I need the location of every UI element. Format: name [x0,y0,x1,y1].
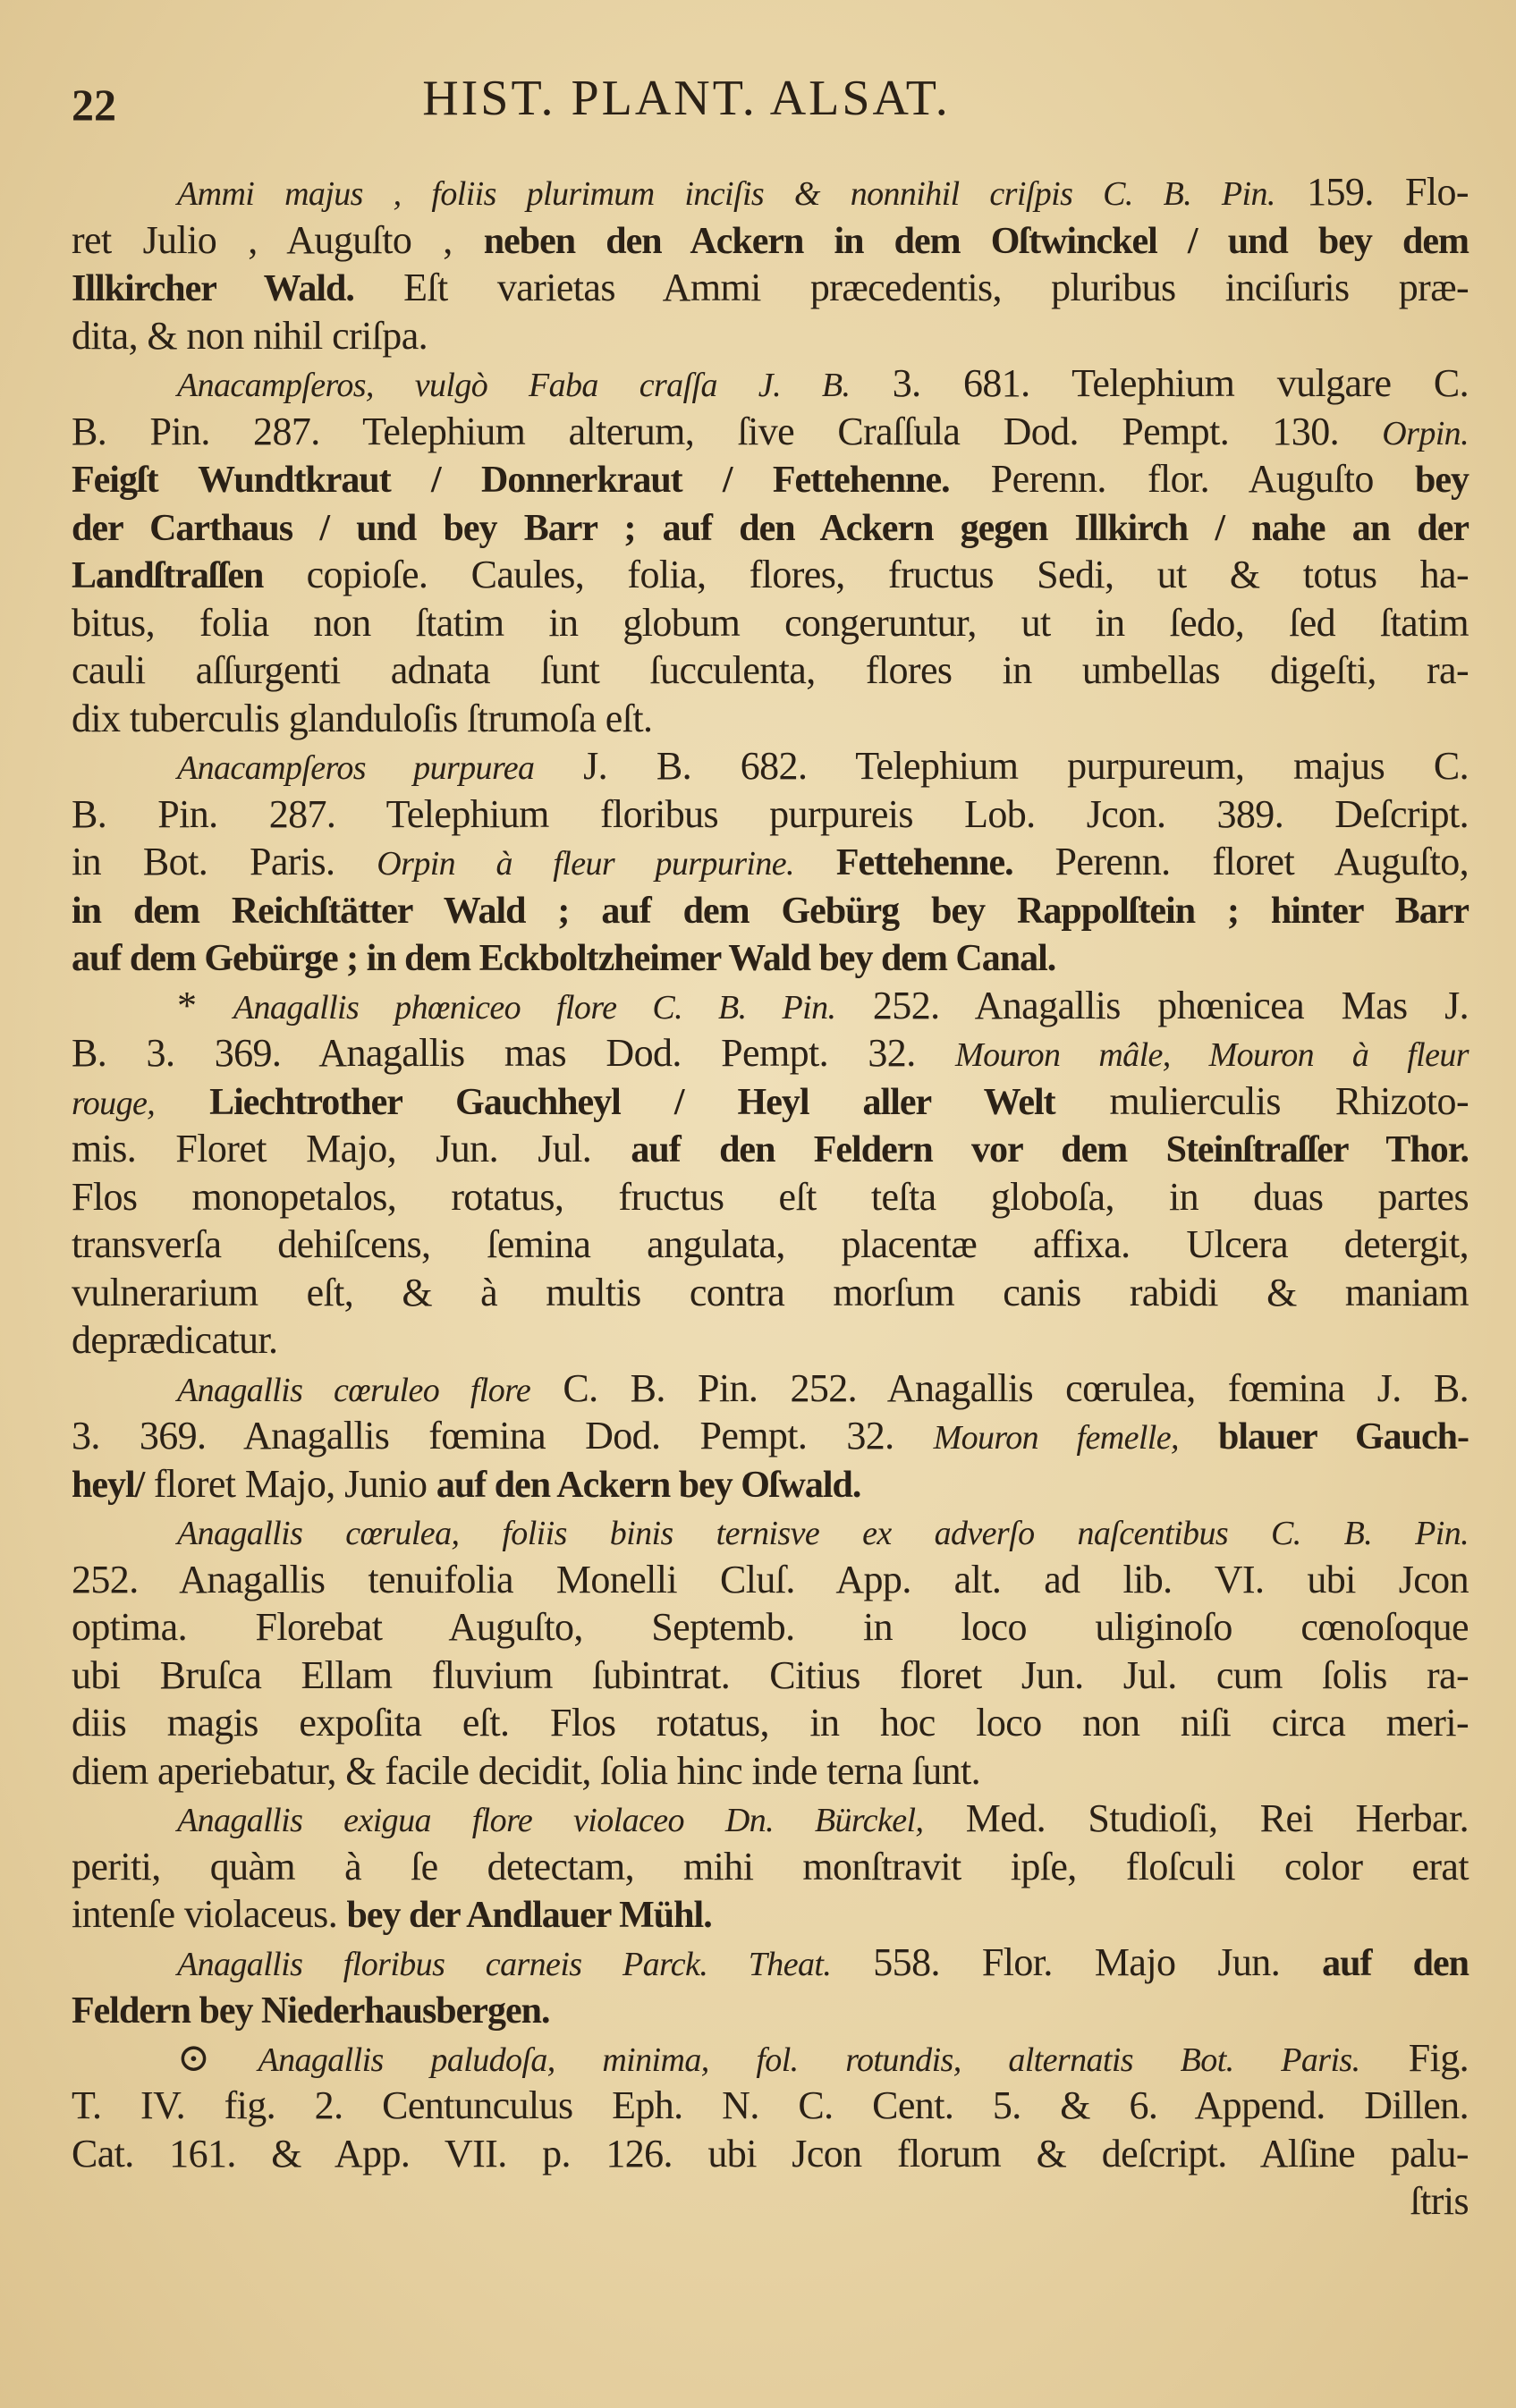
italic-text: Anacampſeros purpurea [177,749,535,787]
italic-text: Orpin à fleur purpurine. [377,845,794,883]
text-line [72,503,1469,552]
text-line [72,1508,1469,1556]
roman-text: copioſe. Caules, folia, flores, fructus Sedi, ut & totus ha- [263,553,1469,596]
roman-text: Perenn. flor. Auguſto [949,457,1415,501]
text-line [72,790,1469,839]
roman-text: 159. Flo- [1275,170,1469,214]
text-line [72,1795,1469,1843]
text-line [72,1077,1469,1126]
annual-symbol-icon: ⊙ [177,2035,258,2080]
italic-text: Mouron mâle, Mouron à fleur [955,1036,1469,1074]
roman-text: Med. Studioſi, Rei Herbar. [923,1796,1469,1840]
text-line [72,216,1469,265]
blackletter-text: Feldern bey Niederhausbergen. [72,1990,550,2032]
roman-text: T. IV. fig. 2. Centunculus Eph. N. C. Cent. 5. & 6. Append. Dillen. [72,2083,1469,2127]
roman-text: 252. Anagallis tenuifolia Monelli Cluſ. App. alt. ad lib. VI. ubi Jcon [72,1557,1469,1601]
text-line [72,1556,1469,1604]
italic-text: Orpin. [1382,414,1469,452]
roman-text: * [177,983,233,1027]
roman-text: B. 3. 369. Anagallis mas Dod. Pempt. 32. [72,1031,956,1075]
text-line [72,599,1469,647]
text-line [72,455,1469,503]
roman-text: C. B. Pin. 252. Anagallis cœrulea, fœmina J. B. [530,1365,1469,1410]
text-line [72,1221,1469,1269]
roman-text: dita, & non nihil criſpa. [72,313,428,358]
roman-text: optima. Florebat Auguſto, Septemb. in loco uliginoſo cœnoſoque [72,1605,1469,1649]
roman-text: B. Pin. 287. Telephium alterum, ſive Craſſula Dod. Pempt. 130. [72,409,1383,453]
text-line [72,408,1469,456]
italic-text: Anagallis exigua flore violaceo Dn. Bürckel, [177,1802,924,1839]
text-line [72,168,1469,216]
text-line [72,1890,1469,1939]
page-body-text [72,168,1469,2226]
text-line [72,1412,1469,1460]
text-line [72,886,1469,934]
roman-text: Fig. [1359,2035,1469,2080]
italic-text: rouge, [72,1084,156,1122]
text-line [72,1029,1469,1077]
text-line [72,1125,1469,1173]
roman-text: Flos monopetalos, rotatus, fructus eſt teſta globoſa, in duas partes [72,1174,1469,1219]
blackletter-text: heyl/ [72,1464,145,1506]
running-head-title: HIST. PLANT. ALSAT. [422,71,951,126]
text-line [72,1986,1469,2034]
text-line [72,1316,1469,1365]
roman-text [794,840,836,883]
text-line [72,2130,1469,2178]
roman-text: Cat. 161. & App. VII. p. 126. ubi Jcon florum & deſcript. Alſine palu- [72,2131,1469,2176]
roman-text: 3. 369. Anagallis fœmina Dod. Pempt. 32. [72,1414,934,1457]
italic-text: Ammi majus , foliis plurimum inciſis & nonnihil criſpis C. B. Pin. [177,175,1275,213]
text-line [72,2177,1469,2226]
roman-text: ubi Bruſca Ellam fluvium ſubintrat. Citius floret Jun. Jul. cum ſolis ra- [72,1652,1469,1697]
text-line [72,1747,1469,1795]
roman-text: cauli aſſurgenti adnata ſunt ſucculenta, flores in umbellas digeſti, ra- [72,648,1469,692]
roman-text: periti, quàm à ſe detectam, mihi monſtravit ipſe, floſculi color erat [72,1844,1469,1888]
roman-text: B. Pin. 287. Telephium floribus purpureis Lob. Jcon. 389. Deſcript. [72,791,1469,836]
blackletter-text: der Carthaus / und bey Barr ; auf den Ackern gegen Illkirch / nahe an der [72,507,1469,549]
blackletter-text: auf den Feldern vor dem Steinſtraſſer Thor. [631,1129,1469,1170]
roman-text: diis magis expoſita eſt. Flos rotatus, in hoc loco non niſi circa meri- [72,1701,1469,1745]
roman-text: floret Majo, Junio [144,1461,436,1506]
text-line [72,1269,1469,1317]
blackletter-text: Feigſt Wundtkraut / Donnerkraut / Fettehenne. [72,460,950,501]
text-line [72,264,1469,312]
text-line [72,1652,1469,1700]
roman-text: mis. Floret Majo, Jun. Jul. [72,1127,631,1170]
blackletter-text: bey der Andlauer Mühl. [346,1895,712,1936]
roman-text: deprædicatur. [72,1318,278,1362]
roman-text: 3. 681. Telephium vulgare C. [850,361,1469,405]
text-line [72,2034,1469,2083]
text-line [72,312,1469,360]
roman-text: 558. Flor. Majo Jun. [831,1939,1323,1984]
text-line [72,934,1469,982]
text-line [72,1699,1469,1747]
text-line [72,2082,1469,2130]
roman-text: transverſa dehiſcens, ſemina angulata, placentæ affixa. Ulcera detergit, [72,1222,1469,1266]
text-line [72,1460,1469,1508]
roman-text: 252. Anagallis phœnicea Mas J. [835,983,1469,1027]
running-head [0,70,1516,127]
italic-text: Mouron femelle, [933,1419,1179,1457]
blackletter-text: blauer Gauch- [1217,1416,1469,1457]
italic-text: Anagallis phœniceo flore C. B. Pin. [233,988,836,1027]
page-number: 22 [72,80,116,130]
roman-text: dix tuberculis glanduloſis ſtrumoſa eſt. [72,696,653,740]
text-line [72,1603,1469,1652]
text-line [72,838,1469,886]
roman-text: mulierculis Rhizoto- [1054,1078,1469,1123]
text-line [72,1173,1469,1221]
italic-text: Anagallis paludoſa, minima, fol. rotundis, alternatis Bot. Paris. [258,2040,1360,2079]
roman-text: in Bot. Paris. [72,840,377,883]
blackletter-text: Landſtraſſen [72,555,264,596]
italic-text: Anagallis cœruleo flore [177,1371,531,1409]
roman-text: ſtris [1410,2179,1469,2223]
text-line [72,1843,1469,1891]
roman-text: ret Julio , Auguſto , [72,217,484,262]
roman-text: Eſt varietas Ammi præcedentis, pluribus inciſuris præ- [353,266,1469,309]
roman-text: J. B. 682. Telephium purpureum, majus C. [534,744,1469,788]
roman-text: vulnerarium eſt, & à multis contra morſum canis rabidi & maniam [72,1270,1469,1314]
blackletter-text: auf den Ackern bey Oſwald. [436,1464,861,1506]
blackletter-text: bey [1415,460,1469,501]
text-line [72,982,1469,1030]
blackletter-text: auf den [1322,1942,1469,1984]
text-line [72,695,1469,743]
roman-text: Perenn. floret Auguſto, [1012,840,1469,883]
blackletter-text: Liechtrother Gauchheyl / Heyl aller Welt [209,1081,1055,1123]
roman-text [155,1079,209,1123]
text-line [72,1939,1469,1987]
blackletter-text: neben den Ackern in dem Oſtwinckel / und bey dem [483,220,1469,262]
italic-text: Anagallis cœrulea, foliis binis ternisve ex adverſo naſcentibus C. B. Pin. [177,1515,1469,1552]
roman-text: intenſe violaceus. [72,1892,347,1936]
text-line [72,551,1469,599]
blackletter-text: auf dem Gebürge ; in dem Eckboltzheimer Wald bey dem Canal. [72,938,1056,979]
text-line [72,646,1469,695]
text-line [72,359,1469,408]
blackletter-text: Fettehenne. [835,842,1013,883]
roman-text: diem aperiebatur, & facile decidit, ſolia hinc inde terna ſunt. [72,1748,981,1793]
roman-text: bitus, folia non ſtatim in globum congeruntur, ut in ſedo, ſed ſtatim [72,600,1469,645]
roman-text [1179,1414,1218,1457]
text-line [72,1365,1469,1413]
blackletter-text: in dem Reichſtätter Wald ; auf dem Gebürg bey Rappolſtein ; hinter Barr [72,890,1469,932]
italic-text: Anacampſeros, vulgò Faba craſſa J. B. [177,367,851,404]
italic-text: Anagallis floribus carneis Parck. Theat. [177,1945,832,1983]
text-line [72,742,1469,790]
blackletter-text: Illkircher Wald. [72,268,354,309]
